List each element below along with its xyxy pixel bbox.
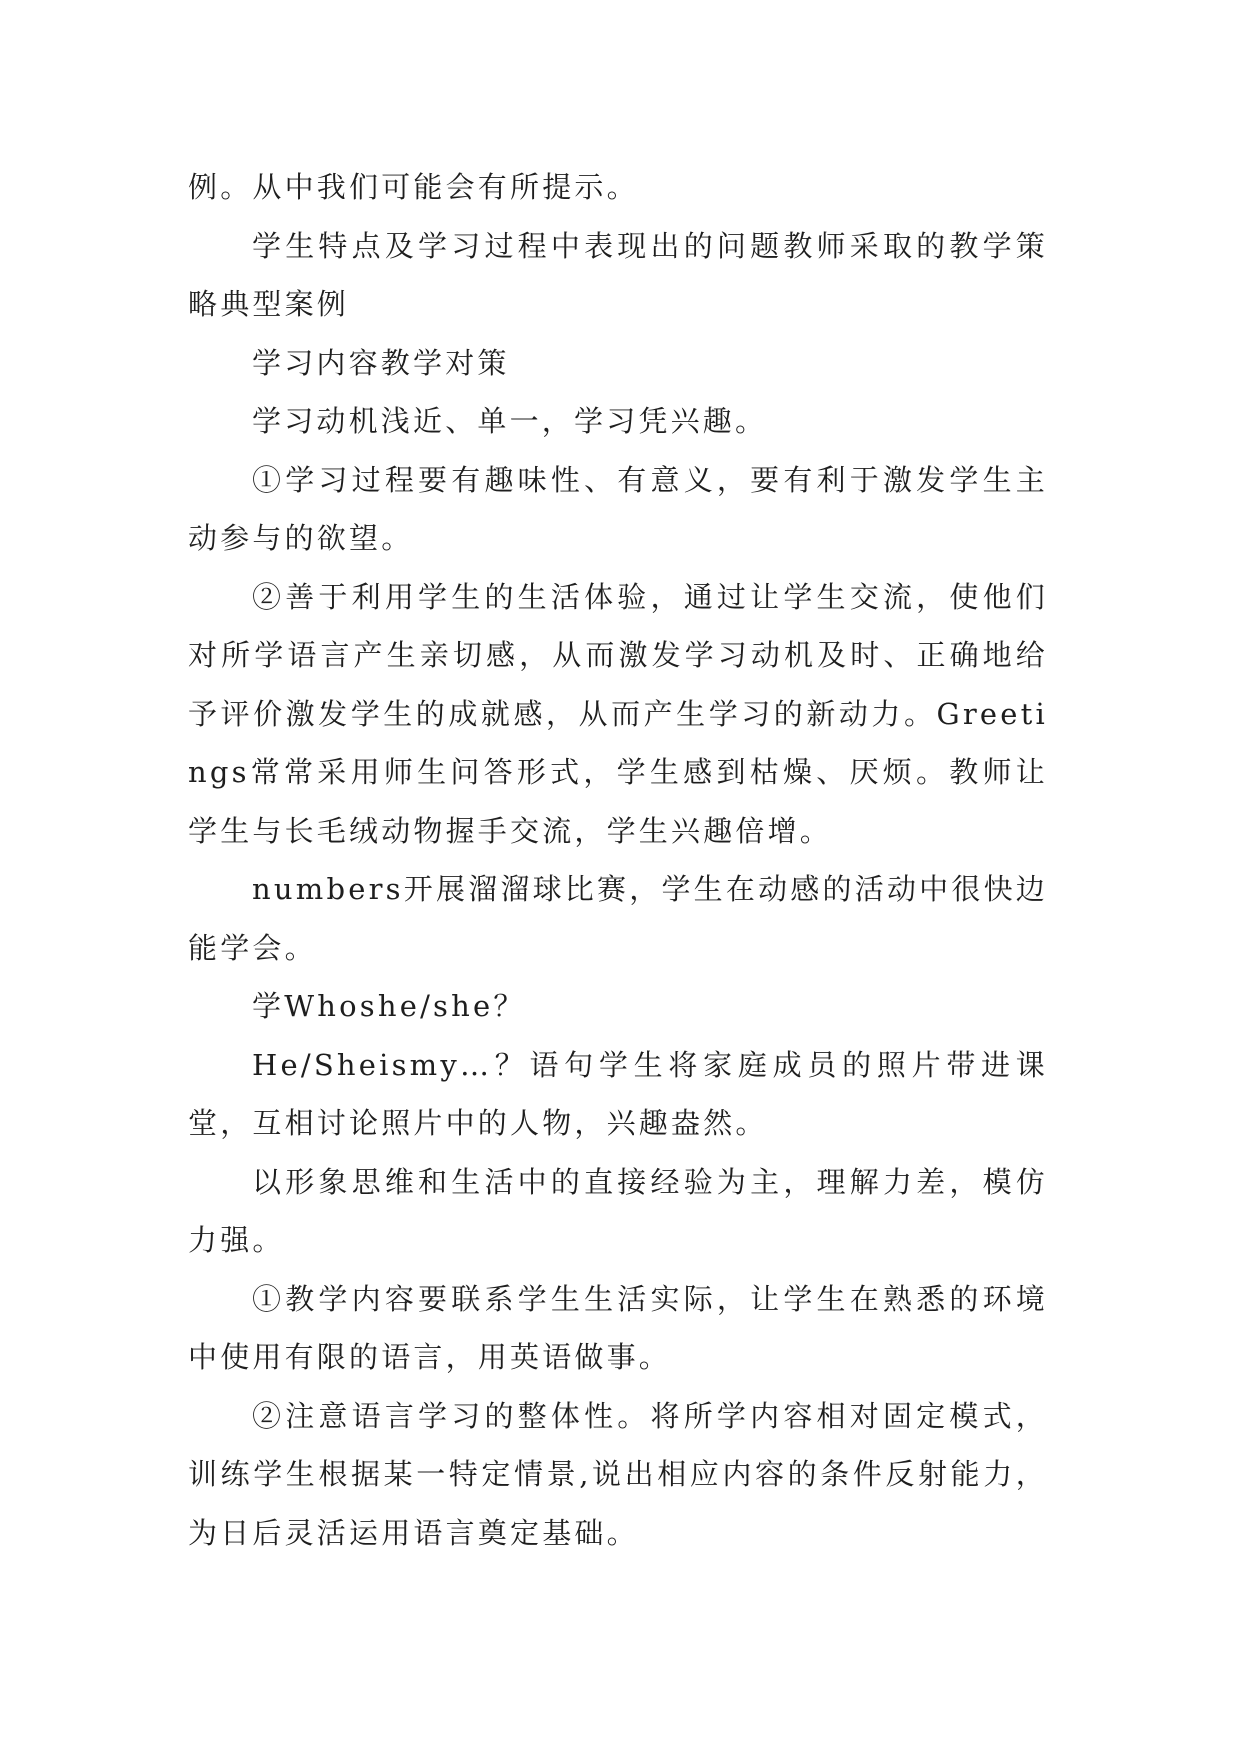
paragraph-12: ②注意语言学习的整体性。将所学内容相对固定模式，训练学生根据某一特定情景,说出相应内容的条件反射能力，为日后灵活运用语言奠定基础。 [188,1398,1048,1550]
paragraph-2: 学生特点及学习过程中表现出的问题教师采取的教学策略典型案例 [188,228,1048,321]
paragraph-8: 学Whoshe/she？ [252,989,526,1023]
paragraph-5: ①学习过程要有趣味性、有意义，要有利于激发学生主动参与的欲望。 [188,462,1048,555]
paragraph-11: ①教学内容要联系学生生活实际，让学生在熟悉的环境中使用有限的语言，用英语做事。 [188,1281,1048,1374]
document-body [188,158,1048,1562]
paragraph-6: ②善于利用学生的生活体验，通过让学生交流，使他们对所学语言产生亲切感，从而激发学习动机及时、正确地给予评价激发学生的成就感，从而产生学习的新动力。Greetings常常采用师生问答形式，学生感到枯燥、厌烦。教师让学生与长毛绒动物握手交流，学生兴趣倍增。 [188,579,1048,848]
paragraph-1: 例。从中我们可能会有所提示。 [188,170,639,204]
paragraph-4: 学习动机浅近、单一，学习凭兴趣。 [252,404,768,438]
paragraph-10: 以形象思维和生活中的直接经验为主，理解力差，模仿力强。 [188,1164,1048,1257]
paragraph-3: 学习内容教学对策 [252,345,510,380]
paragraph-9: He/Sheismy…？语句学生将家庭成员的照片带进课堂，互相讨论照片中的人物，兴趣盎然。 [188,1047,1048,1140]
paragraph-7: numbers开展溜溜球比赛，学生在动感的活动中很快边能学会。 [188,872,1048,965]
